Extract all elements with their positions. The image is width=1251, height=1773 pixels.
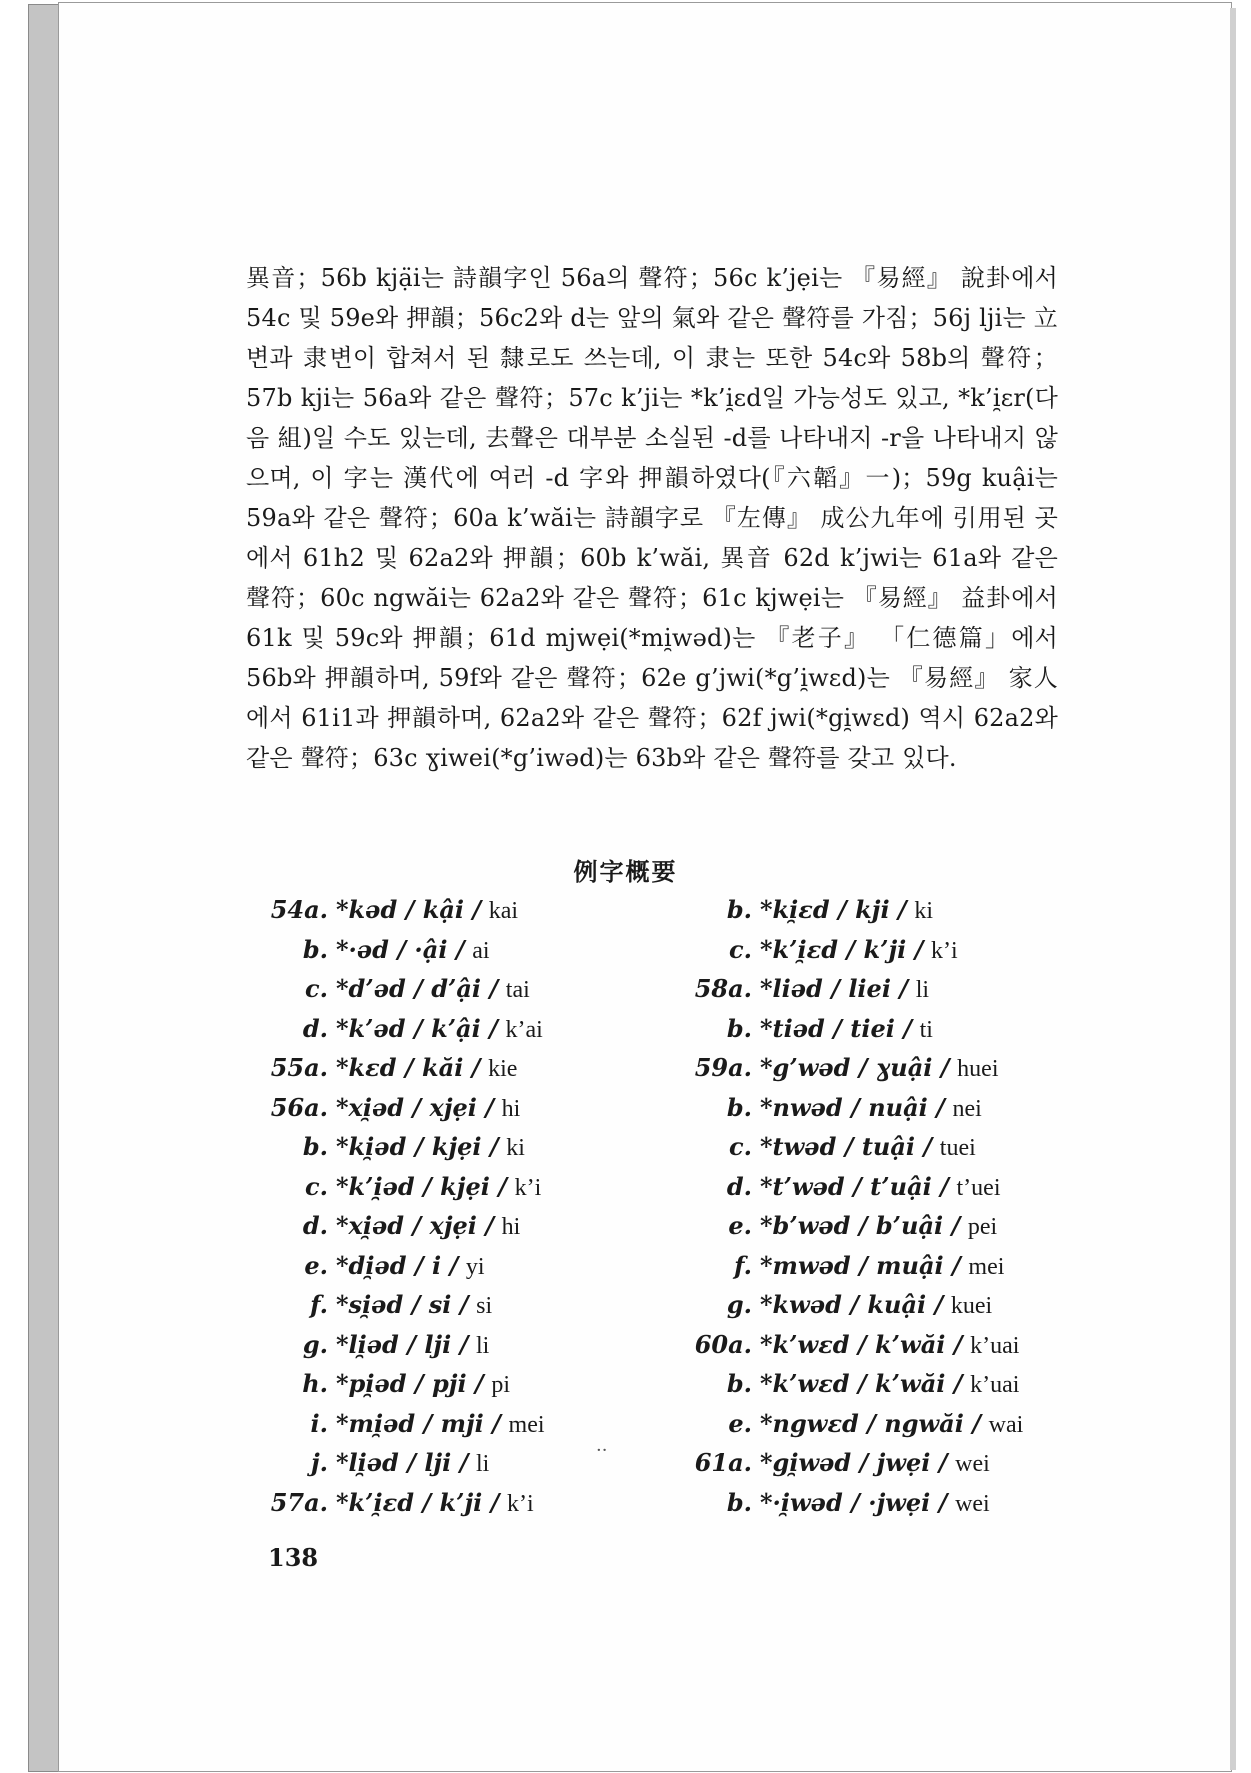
entry-modern-reading: tai xyxy=(505,977,530,1003)
entry-modern-reading: ki xyxy=(914,898,934,924)
entry-reading: *tiəd / tiei / xyxy=(760,1013,912,1043)
entry-modern-reading: kai xyxy=(488,898,519,924)
entry-reading: *k’wɛd / k’wăi / xyxy=(760,1329,963,1359)
entry-modern-reading: ki xyxy=(506,1135,525,1161)
entry-column-right xyxy=(680,890,1140,1522)
page-number: 138 xyxy=(268,1543,319,1572)
entry-row xyxy=(256,1246,716,1286)
entry-row xyxy=(680,1206,1140,1246)
entry-reading: *t’wəd / t’uậi / xyxy=(760,1171,949,1201)
entry-row xyxy=(680,1285,1140,1325)
entry-modern-reading: li xyxy=(915,977,930,1003)
entry-label: b. xyxy=(726,1487,752,1517)
entry-modern-reading: mei xyxy=(508,1411,545,1438)
entry-row xyxy=(256,890,716,930)
entry-label: d. xyxy=(726,1171,752,1201)
entry-row xyxy=(256,1048,716,1088)
entry-reading: *k’i̯əd / kjẹi / xyxy=(336,1171,507,1201)
entry-label: c. xyxy=(305,1171,328,1201)
entry-label: 58a. xyxy=(694,974,752,1003)
entry-label: c. xyxy=(729,934,752,964)
entry-row xyxy=(680,1048,1140,1088)
entry-label: b. xyxy=(726,895,752,924)
entry-modern-reading: wai xyxy=(988,1411,1024,1438)
entry-label: 59a. xyxy=(694,1053,752,1082)
entry-label: i. xyxy=(310,1408,328,1438)
entry-reading: *k’i̯ɛd / k’ji / xyxy=(336,1487,500,1517)
entry-reading: *li̯əd / lji / xyxy=(336,1448,469,1477)
entry-modern-reading: k’i xyxy=(507,1490,534,1517)
entry-modern-reading: k’uai xyxy=(970,1332,1020,1359)
entry-row xyxy=(680,1246,1140,1286)
entry-modern-reading: hi xyxy=(501,1095,521,1122)
entry-row xyxy=(256,1285,716,1325)
page-edge-shadow xyxy=(1230,8,1236,1770)
entry-row xyxy=(680,1364,1140,1404)
entry-row xyxy=(680,890,1140,930)
section-title: 例字概要 xyxy=(573,857,678,886)
entry-modern-reading: k’i xyxy=(514,1174,542,1201)
entry-reading: *si̯əd / si / xyxy=(336,1290,469,1319)
entry-reading: *d’əd / d’ậi / xyxy=(336,974,499,1003)
entry-modern-reading: wei xyxy=(955,1451,990,1477)
book-spine xyxy=(28,4,62,1772)
entry-reading: *ngwɛd / ngwăi / xyxy=(760,1408,981,1438)
entry-modern-reading: kuei xyxy=(950,1293,993,1319)
entry-label: 55a. xyxy=(270,1053,328,1082)
entry-label: e. xyxy=(728,1408,752,1438)
entry-row xyxy=(256,1443,716,1483)
entry-label: f. xyxy=(734,1250,752,1280)
entry-row xyxy=(680,969,1140,1009)
entry-modern-reading: k’uai xyxy=(970,1372,1020,1398)
entry-label: 56a. xyxy=(270,1092,328,1122)
entry-row xyxy=(680,1325,1140,1365)
entry-reading: *kwəd / kuậi / xyxy=(760,1290,944,1319)
entry-column-left xyxy=(256,890,716,1522)
entry-reading: *·i̯wəd / ·jwẹi / xyxy=(760,1487,948,1517)
entry-row xyxy=(256,930,716,970)
entry-label: f. xyxy=(310,1290,328,1319)
entry-modern-reading: tuei xyxy=(939,1135,976,1161)
entry-modern-reading: li xyxy=(476,1451,490,1477)
entry-modern-reading: hi xyxy=(501,1214,521,1240)
entry-reading: *liəd / liei / xyxy=(760,974,909,1003)
entry-modern-reading: ti xyxy=(919,1016,933,1043)
entry-row xyxy=(680,1167,1140,1207)
entry-row xyxy=(256,1206,716,1246)
entry-modern-reading: pei xyxy=(967,1214,998,1240)
entry-row xyxy=(680,1009,1140,1049)
entry-label: b. xyxy=(726,1013,752,1043)
entry-row xyxy=(256,1167,716,1207)
entry-reading: *xi̯əd / xjẹi / xyxy=(336,1092,495,1122)
entry-row xyxy=(256,969,716,1009)
entry-modern-reading: k’i xyxy=(931,937,958,964)
stray-mark: ·· xyxy=(596,1440,608,1461)
entry-label: h. xyxy=(302,1369,328,1398)
entry-reading: *li̯əd / lji / xyxy=(336,1329,469,1359)
entry-modern-reading: t’uei xyxy=(956,1174,1001,1201)
entry-modern-reading: mei xyxy=(968,1253,1005,1280)
entry-row xyxy=(256,1483,716,1523)
entry-reading: *b’wəd / b’uậi / xyxy=(760,1211,961,1240)
entry-reading: *nwəd / nuậi / xyxy=(760,1092,945,1122)
entry-label: 57a. xyxy=(270,1487,328,1517)
entry-row xyxy=(680,1088,1140,1128)
entry-row xyxy=(680,1483,1140,1523)
entry-reading: *di̯əd / i / xyxy=(336,1250,459,1280)
entry-reading: *·əd / ·ậi / xyxy=(336,934,465,964)
entry-label: d. xyxy=(302,1013,328,1043)
entry-reading: *g’wəd / ɣuậi / xyxy=(760,1053,950,1082)
entry-label: 61a. xyxy=(694,1448,752,1477)
entry-row xyxy=(256,1325,716,1365)
body-paragraph: 異音；56b kjạ̈i는 詩韻字인 56a의 聲符；56c k’jẹi는 『易經』 說卦에서 54c 및 59e와 押韻；56c2와 d는 앞의 氣와 같은 聲符를 가짐；56j lji는 立변과 隶변이 합쳐서 된 隸로도 쓰는데, 이 隶는 또한 54c와 58b의 聲符；57b kji는 56a와 같은 聲符；57c k’ji는 *k’i̯ɛd일 가능성도 있고, *k’i̯ɛr(다음 組)일 수도 있는데, 去聲은 대부분 소실된 -d를 나타내지 -r을 나타내지 않으며, 이 字는 漢代에 여러 -d 字와 押韻하였다(『六韜』一)；59g kuậi는 59a와 같은 聲符；60a k’wăi는 詩韻字로 『左傳』 成公九年에 引用된 곳에서 61h2 및 62a2와 押韻；60b k’wăi, 異音 62d k’jwi는 61a와 같은 聲符；60c ngwăi는 62a2와 같은 聲符；61c kjwẹi는 『易經』 益卦에서 61k 및 59c와 押韻；61d mjwẹi(*mi̯wəd)는 『老子』 「仁德篇」에서 56b와 押韻하며, 59f와 같은 聲符；62e g’jwi(*g’i̯wɛd)는 『易經』 家人에서 61i1과 押韻하며, 62a2와 같은 聲符；62f jwi(*gi̯wɛd) 역시 62a2와 같은 聲符；63c ɣiwei(*g’iwəd)는 63b와 같은 聲符를 갖고 있다. xyxy=(246,264,1058,772)
entry-reading: *ki̯əd / kjẹi / xyxy=(336,1132,499,1161)
entry-row xyxy=(680,930,1140,970)
entry-label: b. xyxy=(302,1132,328,1161)
entry-modern-reading: wei xyxy=(955,1490,990,1517)
entry-label: g. xyxy=(726,1290,752,1319)
entry-reading: *kəd / kậi / xyxy=(336,895,482,924)
entry-reading: *kɛd / kăi / xyxy=(336,1053,481,1082)
entry-label: e. xyxy=(728,1211,752,1240)
entry-label: j. xyxy=(310,1448,328,1477)
entry-modern-reading: k’ai xyxy=(505,1016,543,1043)
entry-row xyxy=(680,1443,1140,1483)
entry-reading: *twəd / tuậi / xyxy=(760,1132,933,1161)
entry-modern-reading: huei xyxy=(957,1056,999,1082)
entry-reading: *ki̯ɛd / kji / xyxy=(760,895,907,924)
entry-label: d. xyxy=(302,1211,328,1240)
entry-label: b. xyxy=(726,1369,752,1398)
entry-row xyxy=(256,1088,716,1128)
entry-row xyxy=(256,1127,716,1167)
entry-row xyxy=(256,1404,716,1444)
entry-row xyxy=(680,1404,1140,1444)
entry-reading: *pi̯əd / pji / xyxy=(336,1369,484,1398)
entry-reading: *mi̯əd / mji / xyxy=(336,1408,501,1438)
entry-label: 60a. xyxy=(694,1329,752,1359)
entry-label: 54a. xyxy=(270,895,328,924)
entry-reading: *mwəd / muậi / xyxy=(760,1250,961,1280)
entry-row xyxy=(256,1364,716,1404)
entry-reading: *xi̯əd / xjẹi / xyxy=(336,1211,495,1240)
entry-label: b. xyxy=(302,934,328,964)
entry-modern-reading: nei xyxy=(952,1095,982,1122)
entry-label: b. xyxy=(726,1092,752,1122)
entry-modern-reading: yi xyxy=(465,1253,485,1280)
entry-reading: *k’wɛd / k’wăi / xyxy=(760,1369,963,1398)
entry-label: c. xyxy=(729,1132,752,1161)
entry-modern-reading: li xyxy=(476,1332,490,1359)
entry-modern-reading: kie xyxy=(488,1056,518,1082)
entry-modern-reading: si xyxy=(476,1293,493,1319)
entry-reading: *gi̯wəd / jwẹi / xyxy=(760,1448,948,1477)
entry-modern-reading: ai xyxy=(472,937,490,964)
entry-label: g. xyxy=(302,1329,328,1359)
entry-row xyxy=(256,1009,716,1049)
entry-reading: *k’i̯ɛd / k’ji / xyxy=(760,934,924,964)
entry-label: e. xyxy=(304,1250,328,1280)
entry-modern-reading: pi xyxy=(491,1372,510,1398)
entry-row xyxy=(680,1127,1140,1167)
entry-label: c. xyxy=(305,974,328,1003)
entry-reading: *k’əd / k’ậi / xyxy=(336,1013,498,1043)
